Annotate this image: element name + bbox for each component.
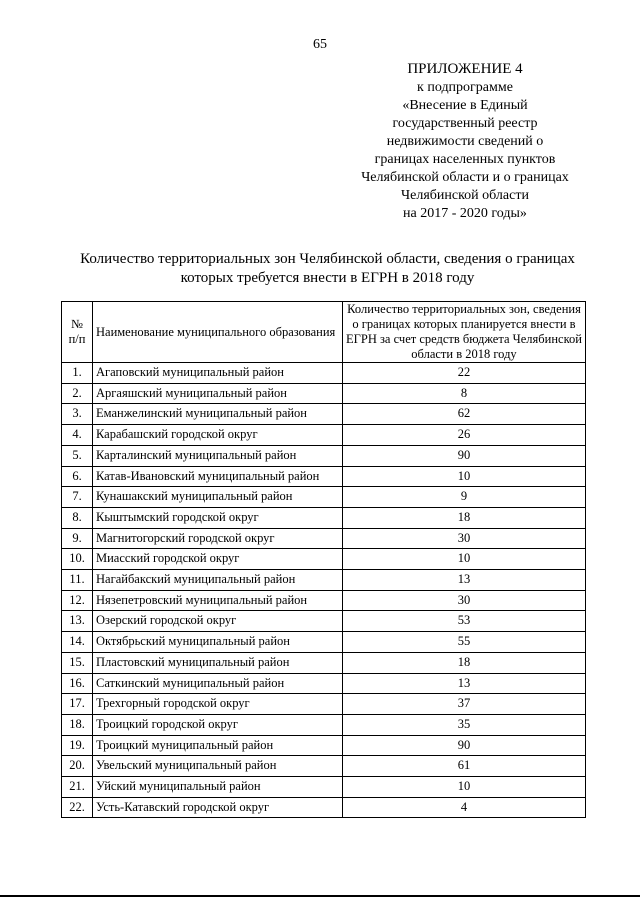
table-row	[62, 632, 586, 653]
table-row	[62, 652, 586, 673]
row-number: 18.	[62, 714, 93, 735]
zone-count: 55	[343, 632, 586, 653]
row-number: 11.	[62, 570, 93, 591]
municipality-name: Аргаяшский муниципальный район	[93, 383, 343, 404]
row-number: 9.	[62, 528, 93, 549]
row-number: 7.	[62, 487, 93, 508]
appendix-title: ПРИЛОЖЕНИЕ 4	[407, 61, 523, 77]
row-number: 6.	[62, 466, 93, 487]
appendix-line: к подпрограмме	[417, 80, 513, 95]
municipality-name: Магнитогорский городской округ	[93, 528, 343, 549]
table-row	[62, 777, 586, 798]
appendix-line: «Внесение в Единый	[402, 98, 528, 113]
territorial-zones-table	[61, 301, 586, 818]
municipality-name: Катав-Ивановский муниципальный район	[93, 466, 343, 487]
row-number: 1.	[62, 363, 93, 384]
header-name: Наименование муниципального образования	[93, 302, 343, 363]
municipality-name: Усть-Катавский городской округ	[93, 797, 343, 818]
appendix-line: границах населенных пунктов	[374, 152, 556, 167]
row-number: 5.	[62, 445, 93, 466]
zone-count: 90	[343, 735, 586, 756]
header-number-symbol: №	[71, 317, 83, 331]
appendix-line: государственный реестр	[392, 116, 538, 131]
table-row	[62, 466, 586, 487]
table-row	[62, 404, 586, 425]
table-row	[62, 549, 586, 570]
zone-count: 4	[343, 797, 586, 818]
table-row	[62, 735, 586, 756]
appendix-block	[325, 60, 605, 223]
appendix-line: на 2017 - 2020 годы»	[403, 206, 527, 221]
municipality-name: Пластовский муниципальный район	[93, 652, 343, 673]
table-row	[62, 383, 586, 404]
row-number: 16.	[62, 673, 93, 694]
table-row	[62, 425, 586, 446]
municipality-name: Саткинский муниципальный район	[93, 673, 343, 694]
table-row	[62, 714, 586, 735]
document-heading-line: Количество территориальных зон Челябинской области, сведения о границах	[80, 251, 575, 267]
zone-count: 53	[343, 611, 586, 632]
zone-count: 18	[343, 507, 586, 528]
municipality-name: Увельский муниципальный район	[93, 756, 343, 777]
row-number: 10.	[62, 549, 93, 570]
zone-count: 61	[343, 756, 586, 777]
zone-count: 37	[343, 694, 586, 715]
table-row	[62, 445, 586, 466]
row-number: 8.	[62, 507, 93, 528]
row-number: 2.	[62, 383, 93, 404]
header-number-abbr: п/п	[68, 332, 86, 346]
municipality-name: Миасский городской округ	[93, 549, 343, 570]
municipality-name: Агаповский муниципальный район	[93, 363, 343, 384]
municipality-name: Карабашский городской округ	[93, 425, 343, 446]
table-row	[62, 487, 586, 508]
zone-count: 13	[343, 673, 586, 694]
zone-count: 8	[343, 383, 586, 404]
table-row	[62, 673, 586, 694]
zone-count: 10	[343, 777, 586, 798]
row-number: 20.	[62, 756, 93, 777]
row-number: 4.	[62, 425, 93, 446]
zone-count: 18	[343, 652, 586, 673]
zone-count: 35	[343, 714, 586, 735]
zone-count: 30	[343, 590, 586, 611]
zone-count: 62	[343, 404, 586, 425]
municipality-name: Кыштымский городской округ	[93, 507, 343, 528]
appendix-line: Челябинской области и о границах	[361, 170, 569, 185]
appendix-line: Челябинской области	[401, 188, 529, 203]
zone-count: 9	[343, 487, 586, 508]
zone-count: 22	[343, 363, 586, 384]
table-row	[62, 756, 586, 777]
row-number: 21.	[62, 777, 93, 798]
document-heading	[40, 250, 615, 288]
table-row	[62, 694, 586, 715]
table-row	[62, 570, 586, 591]
row-number: 15.	[62, 652, 93, 673]
municipality-name: Трехгорный городской округ	[93, 694, 343, 715]
bottom-rule	[0, 895, 640, 897]
zone-count: 26	[343, 425, 586, 446]
municipality-name: Нагайбакский муниципальный район	[93, 570, 343, 591]
municipality-name: Октябрьский муниципальный район	[93, 632, 343, 653]
document-heading-line: которых требуется внести в ЕГРН в 2018 году	[180, 270, 475, 286]
zone-count: 13	[343, 570, 586, 591]
municipality-name: Кунашакский муниципальный район	[93, 487, 343, 508]
zone-count: 10	[343, 549, 586, 570]
municipality-name: Нязепетровский муниципальный район	[93, 590, 343, 611]
table-row	[62, 528, 586, 549]
municipality-name: Озерский городской округ	[93, 611, 343, 632]
municipality-name: Троицкий городской округ	[93, 714, 343, 735]
zone-count: 10	[343, 466, 586, 487]
row-number: 14.	[62, 632, 93, 653]
table-row	[62, 590, 586, 611]
row-number: 12.	[62, 590, 93, 611]
row-number: 19.	[62, 735, 93, 756]
table-header-row	[62, 302, 586, 363]
row-number: 13.	[62, 611, 93, 632]
row-number: 3.	[62, 404, 93, 425]
zone-count: 30	[343, 528, 586, 549]
municipality-name: Еманжелинский муниципальный район	[93, 404, 343, 425]
row-number: 22.	[62, 797, 93, 818]
table-row	[62, 611, 586, 632]
table-row	[62, 507, 586, 528]
row-number: 17.	[62, 694, 93, 715]
appendix-line: недвижимости сведений о	[386, 134, 544, 149]
municipality-name: Уйский муниципальный район	[93, 777, 343, 798]
table-row	[62, 363, 586, 384]
table-row	[62, 797, 586, 818]
header-count: Количество территориальных зон, сведения о границах которых планируется внести в ЕГРН за счет средств бюджета Челябинской области в 2018 году	[343, 302, 586, 363]
municipality-name: Троицкий муниципальный район	[93, 735, 343, 756]
zone-count: 90	[343, 445, 586, 466]
page-number: 65	[313, 37, 327, 52]
municipality-name: Карталинский муниципальный район	[93, 445, 343, 466]
header-number	[62, 302, 93, 363]
